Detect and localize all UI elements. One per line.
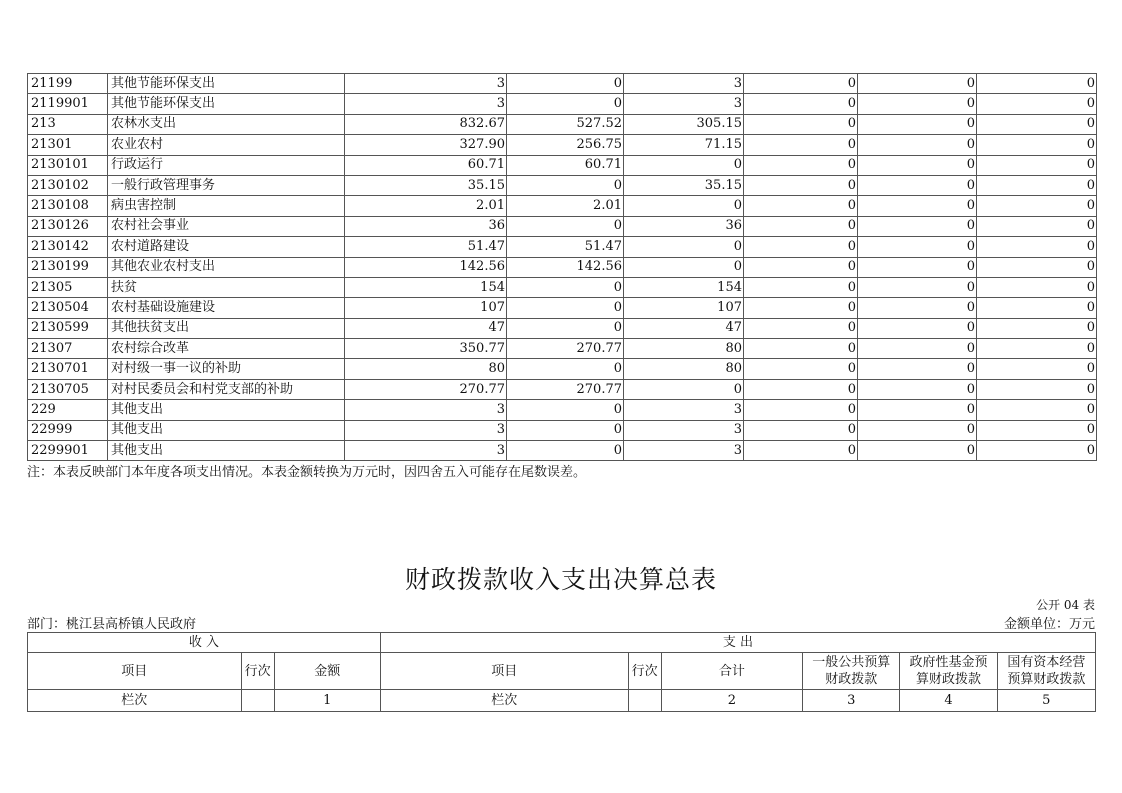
row-code: 2130126 (28, 216, 108, 236)
row-value: 0 (507, 298, 624, 318)
row-name: 其他农业农村支出 (108, 257, 345, 277)
row-value: 0 (507, 94, 624, 114)
row-value: 35.15 (345, 175, 507, 195)
row-value: 0 (977, 216, 1097, 236)
row-value: 3 (624, 400, 744, 420)
row-value: 3 (624, 420, 744, 440)
row-value: 80 (345, 359, 507, 379)
row-value: 0 (977, 420, 1097, 440)
row-code: 2299901 (28, 441, 108, 461)
row-value: 0 (744, 318, 858, 338)
row-value: 0 (624, 155, 744, 175)
table-row (28, 318, 1097, 338)
page-title: 财政拨款收入支出决算总表 (404, 565, 717, 594)
row-value: 0 (507, 175, 624, 195)
col-gov-fund-header (900, 653, 997, 690)
row-value: 0 (858, 359, 977, 379)
row-value: 2.01 (507, 196, 624, 216)
row-name: 其他支出 (108, 441, 345, 461)
table-row (28, 114, 1097, 134)
row-name: 病虫害控制 (108, 196, 345, 216)
col-item-header: 项目 (28, 653, 242, 690)
row-value: 0 (858, 175, 977, 195)
row-code: 21199 (28, 74, 108, 94)
row-label-2: 栏次 (380, 690, 628, 712)
row-code: 2130142 (28, 237, 108, 257)
row-code: 2130199 (28, 257, 108, 277)
col-item2-header: 项目 (380, 653, 628, 690)
table-row (28, 359, 1097, 379)
department-label: 部门：桃江县高桥镇人民政府 (27, 617, 197, 632)
row-value: 0 (744, 379, 858, 399)
row-value: 71.15 (624, 135, 744, 155)
row-value: 0 (977, 175, 1097, 195)
row-name: 农村社会事业 (108, 216, 345, 236)
row-value: 3 (345, 94, 507, 114)
table-row (28, 277, 1097, 297)
row-value: 0 (744, 359, 858, 379)
table-row (28, 298, 1097, 318)
row-value: 0 (858, 277, 977, 297)
row-value: 0 (744, 339, 858, 359)
row-value: 0 (977, 318, 1097, 338)
row-code: 21301 (28, 135, 108, 155)
row-value: 0 (744, 441, 858, 461)
row-value: 0 (744, 216, 858, 236)
row-name: 一般行政管理事务 (108, 175, 345, 195)
table-row (28, 216, 1097, 236)
row-code: 22999 (28, 420, 108, 440)
col-number-4: 4 (900, 690, 997, 712)
row-value: 0 (624, 379, 744, 399)
row-value: 36 (345, 216, 507, 236)
row-value: 0 (744, 257, 858, 277)
row-value: 142.56 (345, 257, 507, 277)
row-name: 农林水支出 (108, 114, 345, 134)
row-name: 其他节能环保支出 (108, 74, 345, 94)
row-value: 0 (744, 196, 858, 216)
row-name: 农村基础设施建设 (108, 298, 345, 318)
table-row (28, 196, 1097, 216)
col-amount-header: 金额 (274, 653, 380, 690)
row-value: 154 (345, 277, 507, 297)
col-soe-header (997, 653, 1095, 690)
table-row (28, 441, 1097, 461)
expense-header: 支 出 (380, 633, 1095, 653)
row-value: 0 (744, 298, 858, 318)
row-value: 0 (624, 196, 744, 216)
table-row (28, 135, 1097, 155)
row-name: 对村民委员会和村党支部的补助 (108, 379, 345, 399)
row-value: 80 (624, 359, 744, 379)
col-line2-header: 行次 (628, 653, 661, 690)
row-value: 527.52 (507, 114, 624, 134)
row-value: 0 (858, 379, 977, 399)
row-value: 0 (977, 441, 1097, 461)
row-name: 其他扶贫支出 (108, 318, 345, 338)
row-value: 0 (744, 420, 858, 440)
row-value: 0 (977, 339, 1097, 359)
row-value: 0 (744, 237, 858, 257)
table-row (28, 257, 1097, 277)
row-value: 0 (858, 318, 977, 338)
row-value: 256.75 (507, 135, 624, 155)
row-value: 0 (858, 216, 977, 236)
row-name: 农村综合改革 (108, 339, 345, 359)
table-row (28, 400, 1097, 420)
row-value: 47 (624, 318, 744, 338)
row-value: 0 (858, 196, 977, 216)
row-value: 305.15 (624, 114, 744, 134)
row-value: 107 (345, 298, 507, 318)
row-value: 832.67 (345, 114, 507, 134)
row-name: 对村级一事一议的补助 (108, 359, 345, 379)
row-value: 0 (858, 441, 977, 461)
row-code: 2130504 (28, 298, 108, 318)
row-value: 107 (624, 298, 744, 318)
col-soe-line1: 国有资本经营 (1007, 655, 1086, 670)
row-value: 47 (345, 318, 507, 338)
col-general-line2: 财政拨款 (825, 672, 878, 687)
table-row (28, 420, 1097, 440)
row-code: 229 (28, 400, 108, 420)
table-row (28, 379, 1097, 399)
col-line-header: 行次 (241, 653, 274, 690)
row-value: 36 (624, 216, 744, 236)
row-value: 51.47 (345, 237, 507, 257)
income-header: 收 入 (28, 633, 381, 653)
row-value: 0 (744, 175, 858, 195)
row-name: 农业农村 (108, 135, 345, 155)
table-note: 注：本表反映部门本年度各项支出情况。本表金额转换为万元时，因四舍五入可能存在尾数误差。 (27, 465, 587, 480)
row-name: 行政运行 (108, 155, 345, 175)
row-value: 0 (858, 339, 977, 359)
empty-cell (628, 690, 661, 712)
row-value: 0 (977, 298, 1097, 318)
row-value: 0 (744, 94, 858, 114)
unit-label: 金额单位：万元 (1003, 617, 1095, 632)
row-code: 2130599 (28, 318, 108, 338)
row-value: 0 (744, 135, 858, 155)
row-value: 0 (858, 114, 977, 134)
row-value: 0 (858, 420, 977, 440)
row-value: 0 (507, 400, 624, 420)
row-value: 0 (977, 237, 1097, 257)
row-value: 35.15 (624, 175, 744, 195)
row-value: 0 (744, 74, 858, 94)
table-row (28, 94, 1097, 114)
row-name: 扶贫 (108, 277, 345, 297)
row-value: 270.77 (507, 379, 624, 399)
col-number-1: 1 (274, 690, 380, 712)
row-code: 2130102 (28, 175, 108, 195)
col-number-3: 3 (803, 690, 900, 712)
row-value: 0 (977, 196, 1097, 216)
col-fund-line2: 算财政拨款 (916, 672, 982, 687)
row-value: 0 (744, 155, 858, 175)
row-code: 2130108 (28, 196, 108, 216)
row-name: 其他支出 (108, 400, 345, 420)
row-code: 2130701 (28, 359, 108, 379)
row-value: 0 (977, 379, 1097, 399)
row-value: 0 (977, 257, 1097, 277)
row-value: 0 (858, 94, 977, 114)
row-value: 0 (977, 359, 1097, 379)
row-value: 0 (977, 277, 1097, 297)
row-value: 0 (858, 74, 977, 94)
summary-table (27, 632, 1096, 712)
row-value: 0 (977, 74, 1097, 94)
row-value: 60.71 (507, 155, 624, 175)
row-value: 0 (977, 155, 1097, 175)
row-name: 其他节能环保支出 (108, 94, 345, 114)
row-value: 0 (507, 74, 624, 94)
col-general-budget-header (803, 653, 900, 690)
col-soe-line2: 预算财政拨款 (1007, 672, 1086, 687)
row-value: 0 (744, 114, 858, 134)
row-code: 21305 (28, 277, 108, 297)
row-value: 0 (977, 400, 1097, 420)
row-value: 0 (858, 400, 977, 420)
row-value: 80 (624, 339, 744, 359)
col-number-5: 5 (997, 690, 1095, 712)
row-value: 3 (345, 441, 507, 461)
row-value: 350.77 (345, 339, 507, 359)
row-value: 0 (507, 359, 624, 379)
row-value: 0 (507, 318, 624, 338)
row-value: 2.01 (345, 196, 507, 216)
row-value: 0 (744, 277, 858, 297)
col-fund-line1: 政府性基金预 (909, 655, 988, 670)
row-code: 2130101 (28, 155, 108, 175)
row-value: 0 (507, 277, 624, 297)
table-row (28, 155, 1097, 175)
col-general-line1: 一般公共预算 (812, 655, 891, 670)
row-value: 0 (858, 237, 977, 257)
row-value: 270.77 (345, 379, 507, 399)
row-value: 154 (624, 277, 744, 297)
row-label: 栏次 (28, 690, 242, 712)
row-code: 213 (28, 114, 108, 134)
table-row (28, 175, 1097, 195)
row-value: 0 (977, 94, 1097, 114)
empty-cell (241, 690, 274, 712)
col-total-header: 合计 (661, 653, 802, 690)
row-value: 0 (624, 237, 744, 257)
row-value: 3 (624, 74, 744, 94)
row-value: 60.71 (345, 155, 507, 175)
col-number-2: 2 (661, 690, 802, 712)
row-value: 0 (744, 400, 858, 420)
table-row (28, 74, 1097, 94)
row-value: 270.77 (507, 339, 624, 359)
row-value: 0 (507, 420, 624, 440)
row-code: 21307 (28, 339, 108, 359)
row-value: 3 (345, 400, 507, 420)
row-value: 0 (977, 135, 1097, 155)
row-value: 0 (507, 216, 624, 236)
row-name: 其他支出 (108, 420, 345, 440)
row-value: 3 (624, 94, 744, 114)
row-value: 0 (624, 257, 744, 277)
row-value: 327.90 (345, 135, 507, 155)
row-value: 0 (977, 114, 1097, 134)
row-value: 142.56 (507, 257, 624, 277)
table-row (28, 339, 1097, 359)
row-value: 3 (345, 420, 507, 440)
expenditure-table (27, 73, 1097, 461)
table-row (28, 237, 1097, 257)
row-code: 2119901 (28, 94, 108, 114)
row-value: 0 (858, 155, 977, 175)
row-value: 0 (507, 441, 624, 461)
row-code: 2130705 (28, 379, 108, 399)
row-value: 51.47 (507, 237, 624, 257)
row-value: 0 (858, 298, 977, 318)
form-code: 公开 04 表 (1036, 598, 1095, 612)
row-value: 0 (858, 135, 977, 155)
row-name: 农村道路建设 (108, 237, 345, 257)
row-value: 3 (345, 74, 507, 94)
row-value: 3 (624, 441, 744, 461)
row-value: 0 (858, 257, 977, 277)
